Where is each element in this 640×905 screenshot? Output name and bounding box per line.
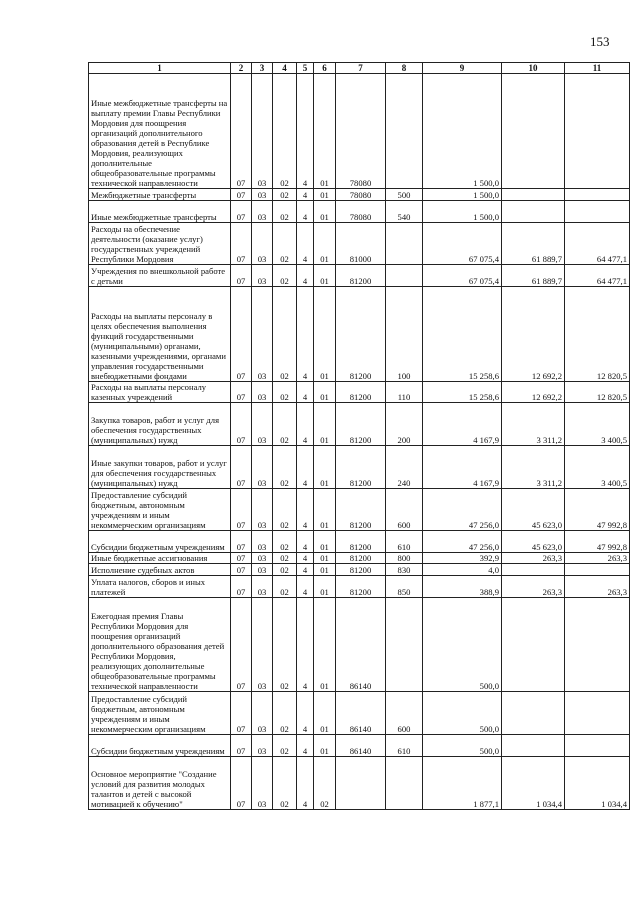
cell-program: 02 xyxy=(273,74,297,189)
cell-direction: 81200 xyxy=(336,575,386,597)
cell-amount-2020: 500,0 xyxy=(423,734,502,756)
cell-subprogram: 4 xyxy=(297,597,314,692)
cell-direction: 86140 xyxy=(336,692,386,735)
table-row xyxy=(89,575,630,597)
cell-subprogram: 4 xyxy=(297,488,314,531)
cell-subprogram: 4 xyxy=(297,531,314,553)
cell-amount-2020: 500,0 xyxy=(423,597,502,692)
cell-amount-2022: 12 820,5 xyxy=(565,286,630,381)
cell-expense-type: 200 xyxy=(386,403,423,446)
cell-activity: 01 xyxy=(314,564,336,575)
col-header: 3 xyxy=(252,63,273,74)
row-name: Иные закупки товаров, работ и услуг для обеспечения государственных (муниципальных) нужд xyxy=(89,445,231,488)
cell-amount-2021 xyxy=(502,597,565,692)
table-row xyxy=(89,531,630,553)
cell-direction: 81200 xyxy=(336,564,386,575)
table-row xyxy=(89,189,630,200)
col-header: 7 xyxy=(336,63,386,74)
cell-subsection: 03 xyxy=(252,200,273,222)
cell-section: 07 xyxy=(231,222,252,265)
cell-subsection: 03 xyxy=(252,445,273,488)
cell-amount-2021: 3 311,2 xyxy=(502,403,565,446)
table-row xyxy=(89,756,630,809)
cell-program: 02 xyxy=(273,403,297,446)
cell-direction: 81200 xyxy=(336,488,386,531)
table-row xyxy=(89,597,630,692)
table-row xyxy=(89,552,630,563)
cell-program: 02 xyxy=(273,531,297,553)
cell-direction: 81200 xyxy=(336,403,386,446)
cell-amount-2021 xyxy=(502,74,565,189)
cell-subprogram: 4 xyxy=(297,265,314,287)
cell-program: 02 xyxy=(273,445,297,488)
row-name: Основное мероприятие "Создание условий для развития молодых талантов и детей с высокой мотивацией к обучению" xyxy=(89,756,231,809)
cell-expense-type: 610 xyxy=(386,531,423,553)
table-row xyxy=(89,692,630,735)
cell-subprogram: 4 xyxy=(297,756,314,809)
cell-subprogram: 4 xyxy=(297,575,314,597)
cell-section: 07 xyxy=(231,265,252,287)
cell-amount-2020: 15 258,6 xyxy=(423,381,502,403)
cell-expense-type: 540 xyxy=(386,200,423,222)
table-row xyxy=(89,200,630,222)
cell-subprogram: 4 xyxy=(297,222,314,265)
cell-amount-2022 xyxy=(565,597,630,692)
cell-amount-2020: 1 500,0 xyxy=(423,189,502,200)
row-name: Расходы на выплаты персоналу казенных учреждений xyxy=(89,381,231,403)
cell-program: 02 xyxy=(273,597,297,692)
row-name: Закупка товаров, работ и услуг для обеспечения государственных (муниципальных) нужд xyxy=(89,403,231,446)
cell-subsection: 03 xyxy=(252,265,273,287)
cell-expense-type: 830 xyxy=(386,564,423,575)
cell-amount-2021: 45 623,0 xyxy=(502,488,565,531)
cell-section: 07 xyxy=(231,488,252,531)
row-name: Расходы на выплаты персоналу в целях обеспечения выполнения функций государственными (муниципальными) органами, казенными учреждениями, органами управления государственными внебюджетными фондами xyxy=(89,286,231,381)
cell-program: 02 xyxy=(273,564,297,575)
cell-activity: 01 xyxy=(314,531,336,553)
cell-amount-2020: 388,9 xyxy=(423,575,502,597)
row-name: Субсидии бюджетным учреждениям xyxy=(89,734,231,756)
cell-program: 02 xyxy=(273,734,297,756)
cell-section: 07 xyxy=(231,552,252,563)
col-header: 6 xyxy=(314,63,336,74)
cell-subprogram: 4 xyxy=(297,692,314,735)
col-header: 8 xyxy=(386,63,423,74)
cell-activity: 01 xyxy=(314,200,336,222)
cell-direction: 86140 xyxy=(336,597,386,692)
cell-section: 07 xyxy=(231,445,252,488)
cell-amount-2020: 1 877,1 xyxy=(423,756,502,809)
cell-subprogram: 4 xyxy=(297,552,314,563)
cell-subsection: 03 xyxy=(252,189,273,200)
cell-amount-2021 xyxy=(502,189,565,200)
cell-program: 02 xyxy=(273,381,297,403)
cell-direction: 81200 xyxy=(336,265,386,287)
row-name: Уплата налогов, сборов и иных платежей xyxy=(89,575,231,597)
cell-amount-2021: 61 889,7 xyxy=(502,222,565,265)
cell-activity: 01 xyxy=(314,403,336,446)
cell-expense-type: 600 xyxy=(386,488,423,531)
table-row xyxy=(89,286,630,381)
cell-amount-2022 xyxy=(565,692,630,735)
cell-direction: 81200 xyxy=(336,445,386,488)
cell-amount-2022: 64 477,1 xyxy=(565,265,630,287)
cell-program: 02 xyxy=(273,200,297,222)
cell-program: 02 xyxy=(273,552,297,563)
cell-direction: 78080 xyxy=(336,189,386,200)
row-name: Субсидии бюджетным учреждениям xyxy=(89,531,231,553)
cell-amount-2022 xyxy=(565,189,630,200)
cell-subsection: 03 xyxy=(252,531,273,553)
table-row xyxy=(89,445,630,488)
table-row xyxy=(89,265,630,287)
table-row xyxy=(89,488,630,531)
cell-activity: 01 xyxy=(314,575,336,597)
cell-expense-type xyxy=(386,265,423,287)
cell-activity: 01 xyxy=(314,552,336,563)
col-header: 5 xyxy=(297,63,314,74)
cell-amount-2022: 64 477,1 xyxy=(565,222,630,265)
cell-expense-type: 610 xyxy=(386,734,423,756)
cell-expense-type: 800 xyxy=(386,552,423,563)
cell-expense-type: 600 xyxy=(386,692,423,735)
cell-amount-2021: 61 889,7 xyxy=(502,265,565,287)
row-name: Иные бюджетные ассигнования xyxy=(89,552,231,563)
cell-expense-type xyxy=(386,222,423,265)
row-name: Предоставление субсидий бюджетным, автономным учреждениям и иным некоммерческим организациям xyxy=(89,692,231,735)
cell-amount-2022: 47 992,8 xyxy=(565,488,630,531)
cell-amount-2020: 392,9 xyxy=(423,552,502,563)
cell-activity: 01 xyxy=(314,265,336,287)
col-header: 11 xyxy=(565,63,630,74)
table-row xyxy=(89,564,630,575)
cell-expense-type xyxy=(386,74,423,189)
header-row xyxy=(89,63,630,74)
cell-program: 02 xyxy=(273,692,297,735)
cell-amount-2021: 3 311,2 xyxy=(502,445,565,488)
cell-subprogram: 4 xyxy=(297,445,314,488)
cell-activity: 01 xyxy=(314,597,336,692)
cell-subprogram: 4 xyxy=(297,734,314,756)
cell-direction: 78080 xyxy=(336,200,386,222)
col-header: 4 xyxy=(273,63,297,74)
cell-amount-2022: 263,3 xyxy=(565,575,630,597)
cell-program: 02 xyxy=(273,488,297,531)
cell-subprogram: 4 xyxy=(297,74,314,189)
cell-program: 02 xyxy=(273,265,297,287)
cell-expense-type xyxy=(386,597,423,692)
cell-subsection: 03 xyxy=(252,74,273,189)
cell-amount-2020: 67 075,4 xyxy=(423,222,502,265)
cell-section: 07 xyxy=(231,756,252,809)
cell-expense-type xyxy=(386,756,423,809)
cell-section: 07 xyxy=(231,189,252,200)
table-body xyxy=(89,74,630,810)
row-name: Исполнение судебных актов xyxy=(89,564,231,575)
row-name: Расходы на обеспечение деятельности (оказание услуг) государственных учреждений Республики Мордовия xyxy=(89,222,231,265)
cell-amount-2020: 4 167,9 xyxy=(423,403,502,446)
cell-amount-2021 xyxy=(502,564,565,575)
cell-amount-2021: 1 034,4 xyxy=(502,756,565,809)
cell-amount-2020: 4 167,9 xyxy=(423,445,502,488)
cell-section: 07 xyxy=(231,403,252,446)
cell-subprogram: 4 xyxy=(297,564,314,575)
cell-activity: 01 xyxy=(314,189,336,200)
cell-direction: 81200 xyxy=(336,381,386,403)
cell-direction: 78080 xyxy=(336,74,386,189)
cell-amount-2022 xyxy=(565,734,630,756)
cell-activity: 01 xyxy=(314,381,336,403)
cell-amount-2020: 500,0 xyxy=(423,692,502,735)
cell-section: 07 xyxy=(231,381,252,403)
cell-amount-2021: 263,3 xyxy=(502,552,565,563)
cell-subsection: 03 xyxy=(252,692,273,735)
cell-section: 07 xyxy=(231,734,252,756)
cell-section: 07 xyxy=(231,692,252,735)
cell-amount-2022 xyxy=(565,564,630,575)
cell-expense-type: 240 xyxy=(386,445,423,488)
cell-amount-2021 xyxy=(502,200,565,222)
table-row xyxy=(89,734,630,756)
cell-amount-2022: 3 400,5 xyxy=(565,403,630,446)
cell-expense-type: 110 xyxy=(386,381,423,403)
cell-program: 02 xyxy=(273,286,297,381)
page-number: 153 xyxy=(590,34,610,49)
row-name: Предоставление субсидий бюджетным, автономным учреждениям и иным некоммерческим организациям xyxy=(89,488,231,531)
cell-amount-2021: 12 692,2 xyxy=(502,286,565,381)
col-header: 1 xyxy=(89,63,231,74)
table-row xyxy=(89,222,630,265)
cell-amount-2022: 263,3 xyxy=(565,552,630,563)
cell-subsection: 03 xyxy=(252,488,273,531)
cell-activity: 01 xyxy=(314,74,336,189)
cell-activity: 01 xyxy=(314,488,336,531)
table-row xyxy=(89,74,630,189)
cell-section: 07 xyxy=(231,286,252,381)
cell-subprogram: 4 xyxy=(297,200,314,222)
cell-program: 02 xyxy=(273,189,297,200)
cell-amount-2022: 12 820,5 xyxy=(565,381,630,403)
table-row xyxy=(89,403,630,446)
cell-amount-2020: 47 256,0 xyxy=(423,488,502,531)
cell-expense-type: 100 xyxy=(386,286,423,381)
cell-direction: 81200 xyxy=(336,552,386,563)
cell-direction: 86140 xyxy=(336,734,386,756)
cell-amount-2022: 1 034,4 xyxy=(565,756,630,809)
row-name: Учреждения по внешкольной работе с детьми xyxy=(89,265,231,287)
cell-section: 07 xyxy=(231,531,252,553)
cell-subsection: 03 xyxy=(252,381,273,403)
cell-direction xyxy=(336,756,386,809)
cell-subprogram: 4 xyxy=(297,286,314,381)
cell-activity: 01 xyxy=(314,734,336,756)
cell-section: 07 xyxy=(231,200,252,222)
row-name: Иные межбюджетные трансферты на выплату премии Главы Республики Мордовия для поощрения организаций дополнительного образования детей в Республике Мордовия, реализующих дополнительные общеобразовательные программы технической направленности xyxy=(89,74,231,189)
cell-amount-2020: 4,0 xyxy=(423,564,502,575)
cell-program: 02 xyxy=(273,222,297,265)
cell-amount-2020: 1 500,0 xyxy=(423,74,502,189)
cell-expense-type: 500 xyxy=(386,189,423,200)
cell-amount-2021: 12 692,2 xyxy=(502,381,565,403)
cell-amount-2020: 67 075,4 xyxy=(423,265,502,287)
cell-section: 07 xyxy=(231,597,252,692)
table-row xyxy=(89,381,630,403)
col-header: 2 xyxy=(231,63,252,74)
cell-subsection: 03 xyxy=(252,552,273,563)
cell-amount-2021: 45 623,0 xyxy=(502,531,565,553)
cell-activity: 01 xyxy=(314,445,336,488)
cell-amount-2022 xyxy=(565,200,630,222)
cell-direction: 81200 xyxy=(336,286,386,381)
cell-program: 02 xyxy=(273,575,297,597)
cell-subsection: 03 xyxy=(252,564,273,575)
cell-subsection: 03 xyxy=(252,222,273,265)
cell-expense-type: 850 xyxy=(386,575,423,597)
row-name: Ежегодная премия Главы Республики Мордовия для поощрения организаций дополнительного образования детей Республики Мордовия, реализующих дополнительные общеобразовательные программы технической направленности xyxy=(89,597,231,692)
cell-activity: 01 xyxy=(314,222,336,265)
cell-activity: 02 xyxy=(314,756,336,809)
cell-activity: 01 xyxy=(314,286,336,381)
col-header: 10 xyxy=(502,63,565,74)
cell-amount-2022: 3 400,5 xyxy=(565,445,630,488)
cell-subsection: 03 xyxy=(252,756,273,809)
cell-amount-2020: 15 258,6 xyxy=(423,286,502,381)
cell-subsection: 03 xyxy=(252,597,273,692)
cell-subprogram: 4 xyxy=(297,381,314,403)
cell-amount-2021: 263,3 xyxy=(502,575,565,597)
cell-section: 07 xyxy=(231,74,252,189)
cell-activity: 01 xyxy=(314,692,336,735)
cell-section: 07 xyxy=(231,564,252,575)
cell-subprogram: 4 xyxy=(297,189,314,200)
cell-amount-2020: 47 256,0 xyxy=(423,531,502,553)
cell-direction: 81200 xyxy=(336,531,386,553)
cell-direction: 81000 xyxy=(336,222,386,265)
cell-subsection: 03 xyxy=(252,575,273,597)
cell-amount-2022 xyxy=(565,74,630,189)
budget-table xyxy=(88,62,630,810)
cell-subsection: 03 xyxy=(252,403,273,446)
cell-amount-2021 xyxy=(502,692,565,735)
cell-subsection: 03 xyxy=(252,286,273,381)
col-header: 9 xyxy=(423,63,502,74)
cell-program: 02 xyxy=(273,756,297,809)
cell-section: 07 xyxy=(231,575,252,597)
cell-amount-2021 xyxy=(502,734,565,756)
cell-subsection: 03 xyxy=(252,734,273,756)
cell-amount-2020: 1 500,0 xyxy=(423,200,502,222)
cell-amount-2022: 47 992,8 xyxy=(565,531,630,553)
row-name: Иные межбюджетные трансферты xyxy=(89,200,231,222)
cell-subprogram: 4 xyxy=(297,403,314,446)
row-name: Межбюджетные трансферты xyxy=(89,189,231,200)
